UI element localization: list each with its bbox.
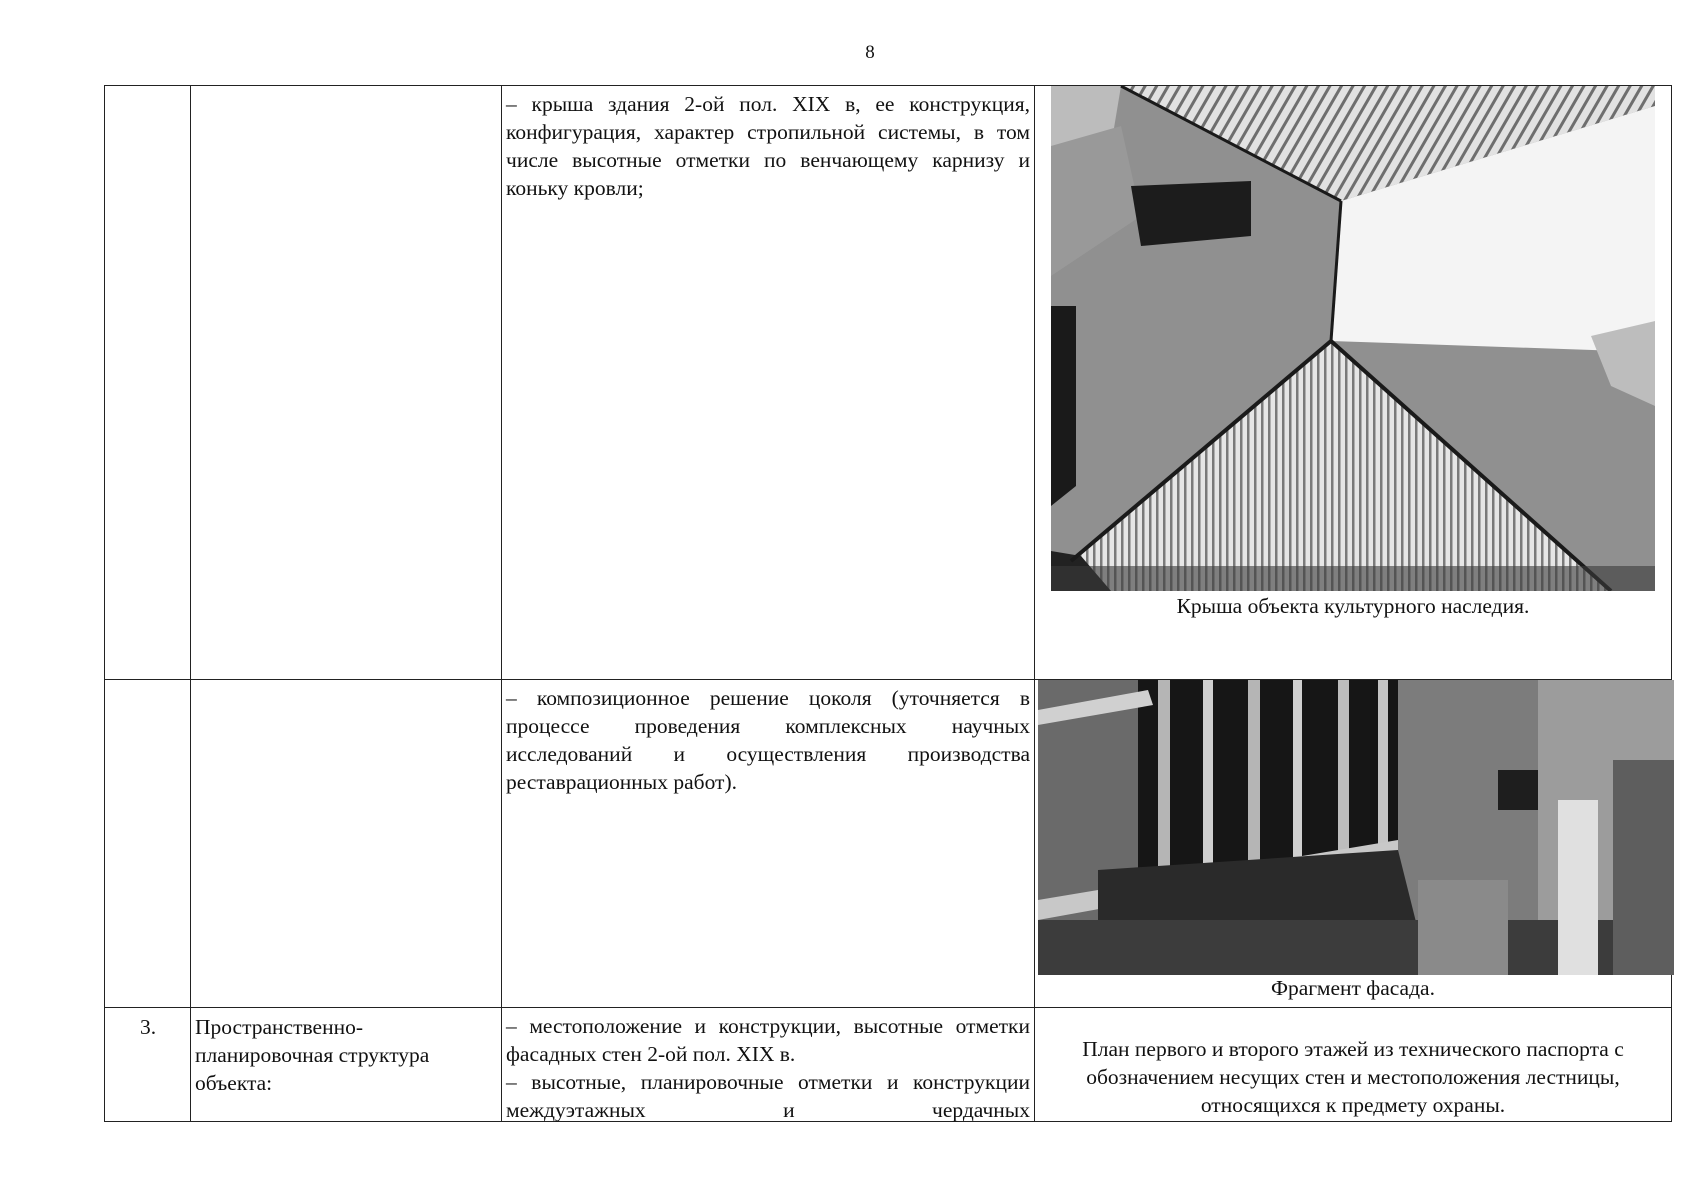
name-cell	[191, 680, 502, 1007]
name-cell	[191, 86, 502, 679]
description-line: – местоположение и конструкции, высотные отметки фасадных стен 2-ой пол. XIX в.	[506, 1014, 1030, 1066]
description-text: – крыша здания 2-ой пол. XIX в, ее конструкция, конфигурация, характер стропильной системы, в том числе высотные отметки по венчающему карнизу и коньку кровли;	[506, 92, 1030, 200]
table-row	[104, 679, 1672, 1008]
photo-caption: Крыша объекта культурного наследия.	[1176, 594, 1530, 618]
row-number: 3.	[139, 1015, 157, 1039]
facade-photo	[1038, 680, 1674, 975]
plan-caption: План первого и второго этажей из технического паспорта с обозначением несущих стен и местоположения лестницы, относящихся к предмету охраны.	[1082, 1037, 1624, 1117]
photo-cell	[1035, 680, 1671, 1007]
row-title: Пространственно-планировочная структура объекта:	[195, 1015, 430, 1095]
description-text	[506, 1012, 1030, 1124]
number-cell	[105, 680, 191, 1007]
description-cell	[502, 1008, 1035, 1121]
photo-cell	[1035, 86, 1671, 679]
description-cell	[502, 680, 1035, 1007]
page-number: 8	[865, 42, 875, 63]
photo-caption: Фрагмент фасада.	[1271, 976, 1435, 1000]
number-cell	[105, 86, 191, 679]
number-cell	[105, 1008, 191, 1121]
table-row	[104, 85, 1672, 680]
roof-photo	[1051, 86, 1655, 591]
name-cell	[191, 1008, 502, 1121]
plan-cell	[1035, 1008, 1671, 1121]
description-cell	[502, 86, 1035, 679]
description-text: – композиционное решение цоколя (уточняется в процессе проведения комплексных научных исследований и осуществления производства реставрационных работ).	[506, 686, 1030, 794]
description-line: – высотные, планировочные отметки и конструкции междуэтажных и чердачных	[506, 1070, 1030, 1122]
table-row	[104, 1007, 1672, 1122]
